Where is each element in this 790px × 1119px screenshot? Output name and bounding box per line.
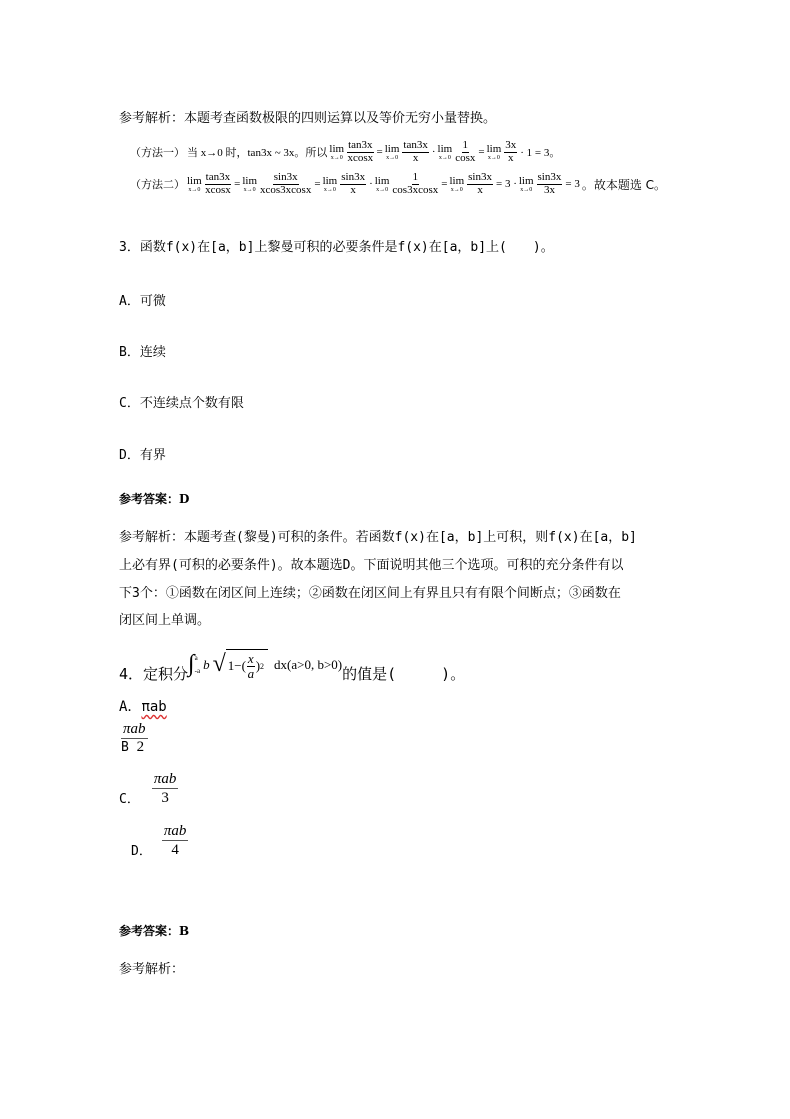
- q3-analysis-line: 下3个：①函数在闭区间上连续；②函数在闭区间上有界且只有有限个间断点；③函数在: [119, 586, 621, 601]
- method-one-formula: （方法一） 当 x→0 时，tan3x ~ 3x。所以 lim x→0 tan3x xcosx = lim x→0 tan3x x · lim x→0 1 cosx = lim x→0 3x x · 1 = 3。: [130, 139, 561, 164]
- method-tail: = 3: [565, 178, 580, 191]
- q3-analysis-line: 上必有界(可积的必要条件)。故本题选D。下面说明其他三个选项。可积的充分条件有以: [119, 558, 624, 573]
- lim: lim x→0: [486, 142, 502, 161]
- integral-expression: ∫ a -a b √ 1− ( $\frac{x}{a}$ ) 2 dx(a>0, b>0): [188, 650, 343, 681]
- fraction: sin3x x: [341, 171, 366, 196]
- q3-option-d: D．有界: [119, 448, 166, 463]
- q3-option-c: C．不连续点个数有限: [119, 396, 244, 411]
- lim: lim x→0: [518, 174, 534, 193]
- q4-answer: 参考答案：B: [119, 924, 190, 938]
- method-tail: · 1 = 3。: [520, 147, 561, 160]
- method-mid: = 3 ·: [495, 178, 517, 191]
- q4-prefix: 4．定积分: [119, 665, 189, 683]
- fraction: tan3x x: [403, 139, 428, 164]
- q4-option-b: πab B 2: [121, 721, 146, 755]
- q3-analysis-line: 闭区间上单调。: [119, 613, 211, 628]
- fraction: sin3x xcos3xcosx: [260, 171, 312, 196]
- method-text: 当 x→0 时，tan3x ~ 3x。所以: [187, 147, 328, 160]
- method-label: （方法二）: [130, 179, 185, 192]
- q4-question: [119, 645, 465, 684]
- lim: lim x→0: [322, 174, 338, 193]
- lim: lim x→0: [384, 142, 400, 161]
- fraction: $\frac{\sin 3x}{x}$: [468, 171, 492, 196]
- fraction: tan3x xcosx: [347, 139, 374, 164]
- lim: lim x→0: [449, 174, 465, 193]
- lim: lim x→0: [437, 142, 453, 161]
- q4-analysis: 参考解析：: [119, 962, 185, 977]
- lim: lim x→0: [374, 174, 390, 193]
- q3-analysis-line: 参考解析：本题考查(黎曼)可积的条件。若函数f(x)在[a，b]上可积，则f(x)在[a，b]: [119, 530, 637, 545]
- q4-suffix: 的值是( )。: [342, 665, 466, 683]
- q4-option-a: A．πab: [119, 699, 167, 715]
- method-two-formula: （方法二） lim x→0 tan3x xcosx = lim x→0 sin3x xcos3xcosx = lim x→0 sin3x x · lim x→0 1 cos3xcosx = lim x→0 $\frac{\sin 3x}{x}$ = 3 · lim x→0 $\frac{\sin 3x}{3x}$ = 3 。故本题选 C。: [130, 171, 667, 196]
- lim: lim x→0: [242, 174, 258, 193]
- q4-option-c: C． πab 3: [119, 771, 177, 807]
- fraction: 1 cosx: [455, 139, 476, 164]
- q2-analysis-intro: 参考解析：本题考查函数极限的四则运算以及等价无穷小量替换。: [119, 111, 497, 126]
- lim: lim x→0: [329, 142, 345, 161]
- method-conclusion: 。故本题选 C。: [581, 177, 667, 192]
- fraction: 3x x: [505, 139, 517, 164]
- integral-sign: ∫: [188, 651, 195, 677]
- q3-option-a: A．可微: [119, 294, 166, 309]
- q3-answer: 参考答案：D: [119, 492, 190, 506]
- fraction: tan3x xcosx: [205, 171, 231, 196]
- fraction: $\frac{\sin 3x}{3x}$: [537, 171, 562, 196]
- method-label: （方法一）: [130, 147, 185, 160]
- lim: lim x→0: [187, 174, 202, 193]
- q3-option-b: B．连续: [119, 345, 166, 360]
- fraction: 1 cos3xcosx: [392, 171, 439, 196]
- q4-option-d: D． πab 4: [131, 823, 187, 859]
- q3-question: 3．函数f(x)在[a，b]上黎曼可积的必要条件是f(x)在[a，b]上( )。: [119, 240, 554, 255]
